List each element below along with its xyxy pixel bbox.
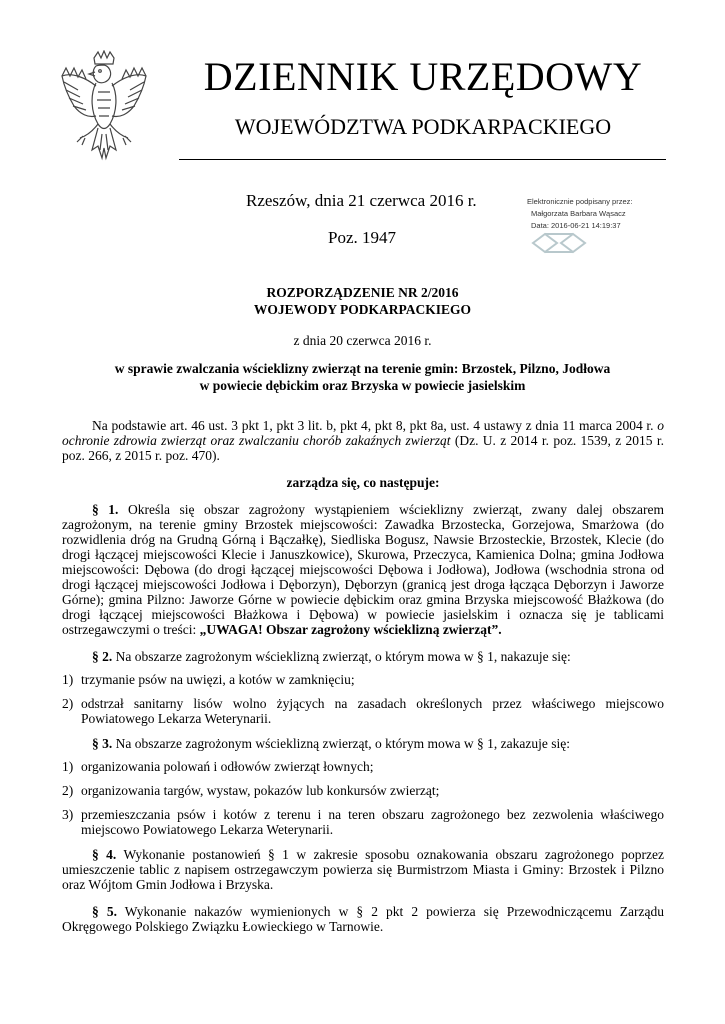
- list-item-number: 3): [62, 807, 74, 822]
- act-date: z dnia 20 czerwca 2016 r.: [293, 333, 432, 348]
- esign-signer: Małgorzata Barbara Wąsacz: [531, 209, 626, 218]
- masthead-subtitle: WOJEWÓDZTWA PODKARPACKIEGO: [234, 114, 612, 139]
- paragraph-3-mark: § 3.: [92, 736, 113, 751]
- paragraph-2-list: [62, 672, 664, 726]
- paragraph-3-list: [62, 759, 664, 837]
- list-item-number: 1): [62, 759, 74, 774]
- statute-title: o ochronie zdrowia zwierząt oraz zwalczaniu chorób zakaźnych zwierząt: [62, 418, 664, 448]
- masthead-title: DZIENNIK URZĘDOWY: [203, 54, 643, 99]
- list-item: [62, 759, 664, 774]
- position-number: Poz. 1947: [328, 228, 396, 247]
- esign-line-1: Elektronicznie podpisany przez:: [527, 197, 633, 206]
- paragraph-5-text: Wykonanie nakazów wymienionych w § 2 pkt 2 powierza się Przewodniczącemu Zarządu Okręgowego Polskiego Związku Łowieckiego w Tarnowie.: [62, 904, 664, 934]
- list-item-number: 2): [62, 783, 74, 798]
- act-subject: [110, 360, 615, 394]
- paragraph-4-text: Wykonanie postanowień § 1 w zakresie sposobu oznakowania obszaru zagrożonego poprzez umieszczenie tablic z napisem ostrzegawczym powierza się Burmistrzom Miasta i Gminy: Brzostek i Pilzno oraz Wójtom Gmin Jodłowa i Brzyska.: [62, 847, 665, 892]
- decree-formula: zarządza się, co następuje:: [286, 475, 440, 490]
- paragraph-5: [62, 904, 664, 934]
- eagle-emblem-icon: [58, 50, 150, 174]
- paragraph-1: [62, 502, 664, 637]
- list-item: [62, 672, 664, 687]
- list-item-text: przemieszczania psów i kotów z terenu i na teren obszaru zagrożonego bez zezwolenia właściwego miejscowo Powiatowego Lekarza Weterynarii.: [81, 807, 664, 837]
- preamble-text: Na podstawie art. 46 ust. 3 pkt 1, pkt 3 lit. b, pkt 4, pkt 8, pkt 8a, ust. 4 ustawy z dnia 11 marca 2004 r.: [92, 418, 658, 433]
- list-item-text: organizowania polowań i odłowów zwierząt łownych;: [81, 759, 374, 774]
- place-date: Rzeszów, dnia 21 czerwca 2016 r.: [246, 191, 477, 210]
- paragraph-1-mark: § 1.: [92, 502, 119, 517]
- paragraph-4: [62, 847, 664, 892]
- document-body: [62, 418, 664, 946]
- paragraph-4-mark: § 4.: [92, 847, 117, 862]
- preamble-citation: (Dz. U. z 2014 r. poz. 1539, z 2015 r. poz. 266, z 2015 r. poz. 470).: [62, 433, 664, 463]
- act-title-line-1: ROZPORZĄDZENIE NR 2/2016: [266, 285, 459, 300]
- list-item: [62, 807, 664, 837]
- paragraph-2-text: Na obszarze zagrożonym wścieklizną zwierząt, o którym mowa w § 1, nakazuje się:: [112, 649, 571, 664]
- paragraph-2-mark: § 2.: [92, 649, 113, 664]
- list-item-text: trzymanie psów na uwięzi, a kotów w zamknięciu;: [81, 672, 355, 687]
- list-item-number: 1): [62, 672, 74, 687]
- masthead-divider: [179, 159, 666, 160]
- list-item: [62, 696, 664, 726]
- act-subject-line-2: w powiecie dębickim oraz Brzyska w powiecie jasielskim: [199, 378, 526, 393]
- signature-seal-icon: [527, 230, 597, 256]
- paragraph-1-text: Określa się obszar zagrożony wystąpieniem wścieklizny zwierząt, zwany dalej obszarem zagrożonym, na terenie gminy Brzostek miejscowości: Zawadka Brzostecka, Gorzejowa, Smarżowa (do rozwidlenia dróg na Grudną Górną i Bączałkę), Siedliska Bogusz, Nawsie Brzosteckie, Brzostek, Klecie (do drogi łączącej miejscowości Klecie i Januszkowice), Skurowa, Przeczyca, Kamienica Dolna; gmina Jodłowa miejscowości: Dębowa (do drogi łączącej miejscowości Dębowa i Jodłowa), Jodłowa (wschodnia strona od drogi łączącej miejscowości Jodłowa i Dęborzyn), Dęborzyn (granicą jest droga łącząca Dęborzyn i Jaworze Górne); gmina Pilzno: Jaworze Górne w powiecie dębickim oraz gmina Brzyska miejscowość Błażkowa (do drogi łączącej miejscowości Błażkowa i Dębowa) w powiecie jasielskim i oznacza się je tablicami ostrzegawczymi o treści:: [62, 502, 664, 637]
- warning-sign-text: „UWAGA! Obszar zagrożony wścieklizną zwierząt”.: [199, 622, 502, 637]
- act-title-line-2: WOJEWODY PODKARPACKIEGO: [253, 302, 472, 317]
- preamble: [62, 418, 664, 463]
- act-title: [0, 284, 725, 318]
- act-subject-line-1: w sprawie zwalczania wścieklizny zwierząt na terenie gmin: Brzostek, Pilzno, Jodłowa: [114, 361, 611, 376]
- list-item: [62, 783, 664, 798]
- paragraph-5-mark: § 5.: [92, 904, 117, 919]
- paragraph-3: [62, 736, 664, 751]
- electronic-signature: [527, 196, 677, 232]
- list-item-text: odstrzał sanitarny lisów wolno żyjących na zasadach określonych przez właściwego miejscowo Powiatowego Lekarza Weterynarii.: [81, 696, 664, 726]
- list-item-number: 2): [62, 696, 74, 711]
- esign-date: Data: 2016-06-21 14:19:37: [531, 221, 621, 230]
- list-item-text: organizowania targów, wystaw, pokazów lub konkursów zwierząt;: [81, 783, 440, 798]
- paragraph-3-text: Na obszarze zagrożonym wścieklizną zwierząt, o którym mowa w § 1, zakazuje się:: [112, 736, 570, 751]
- paragraph-2: [62, 649, 664, 664]
